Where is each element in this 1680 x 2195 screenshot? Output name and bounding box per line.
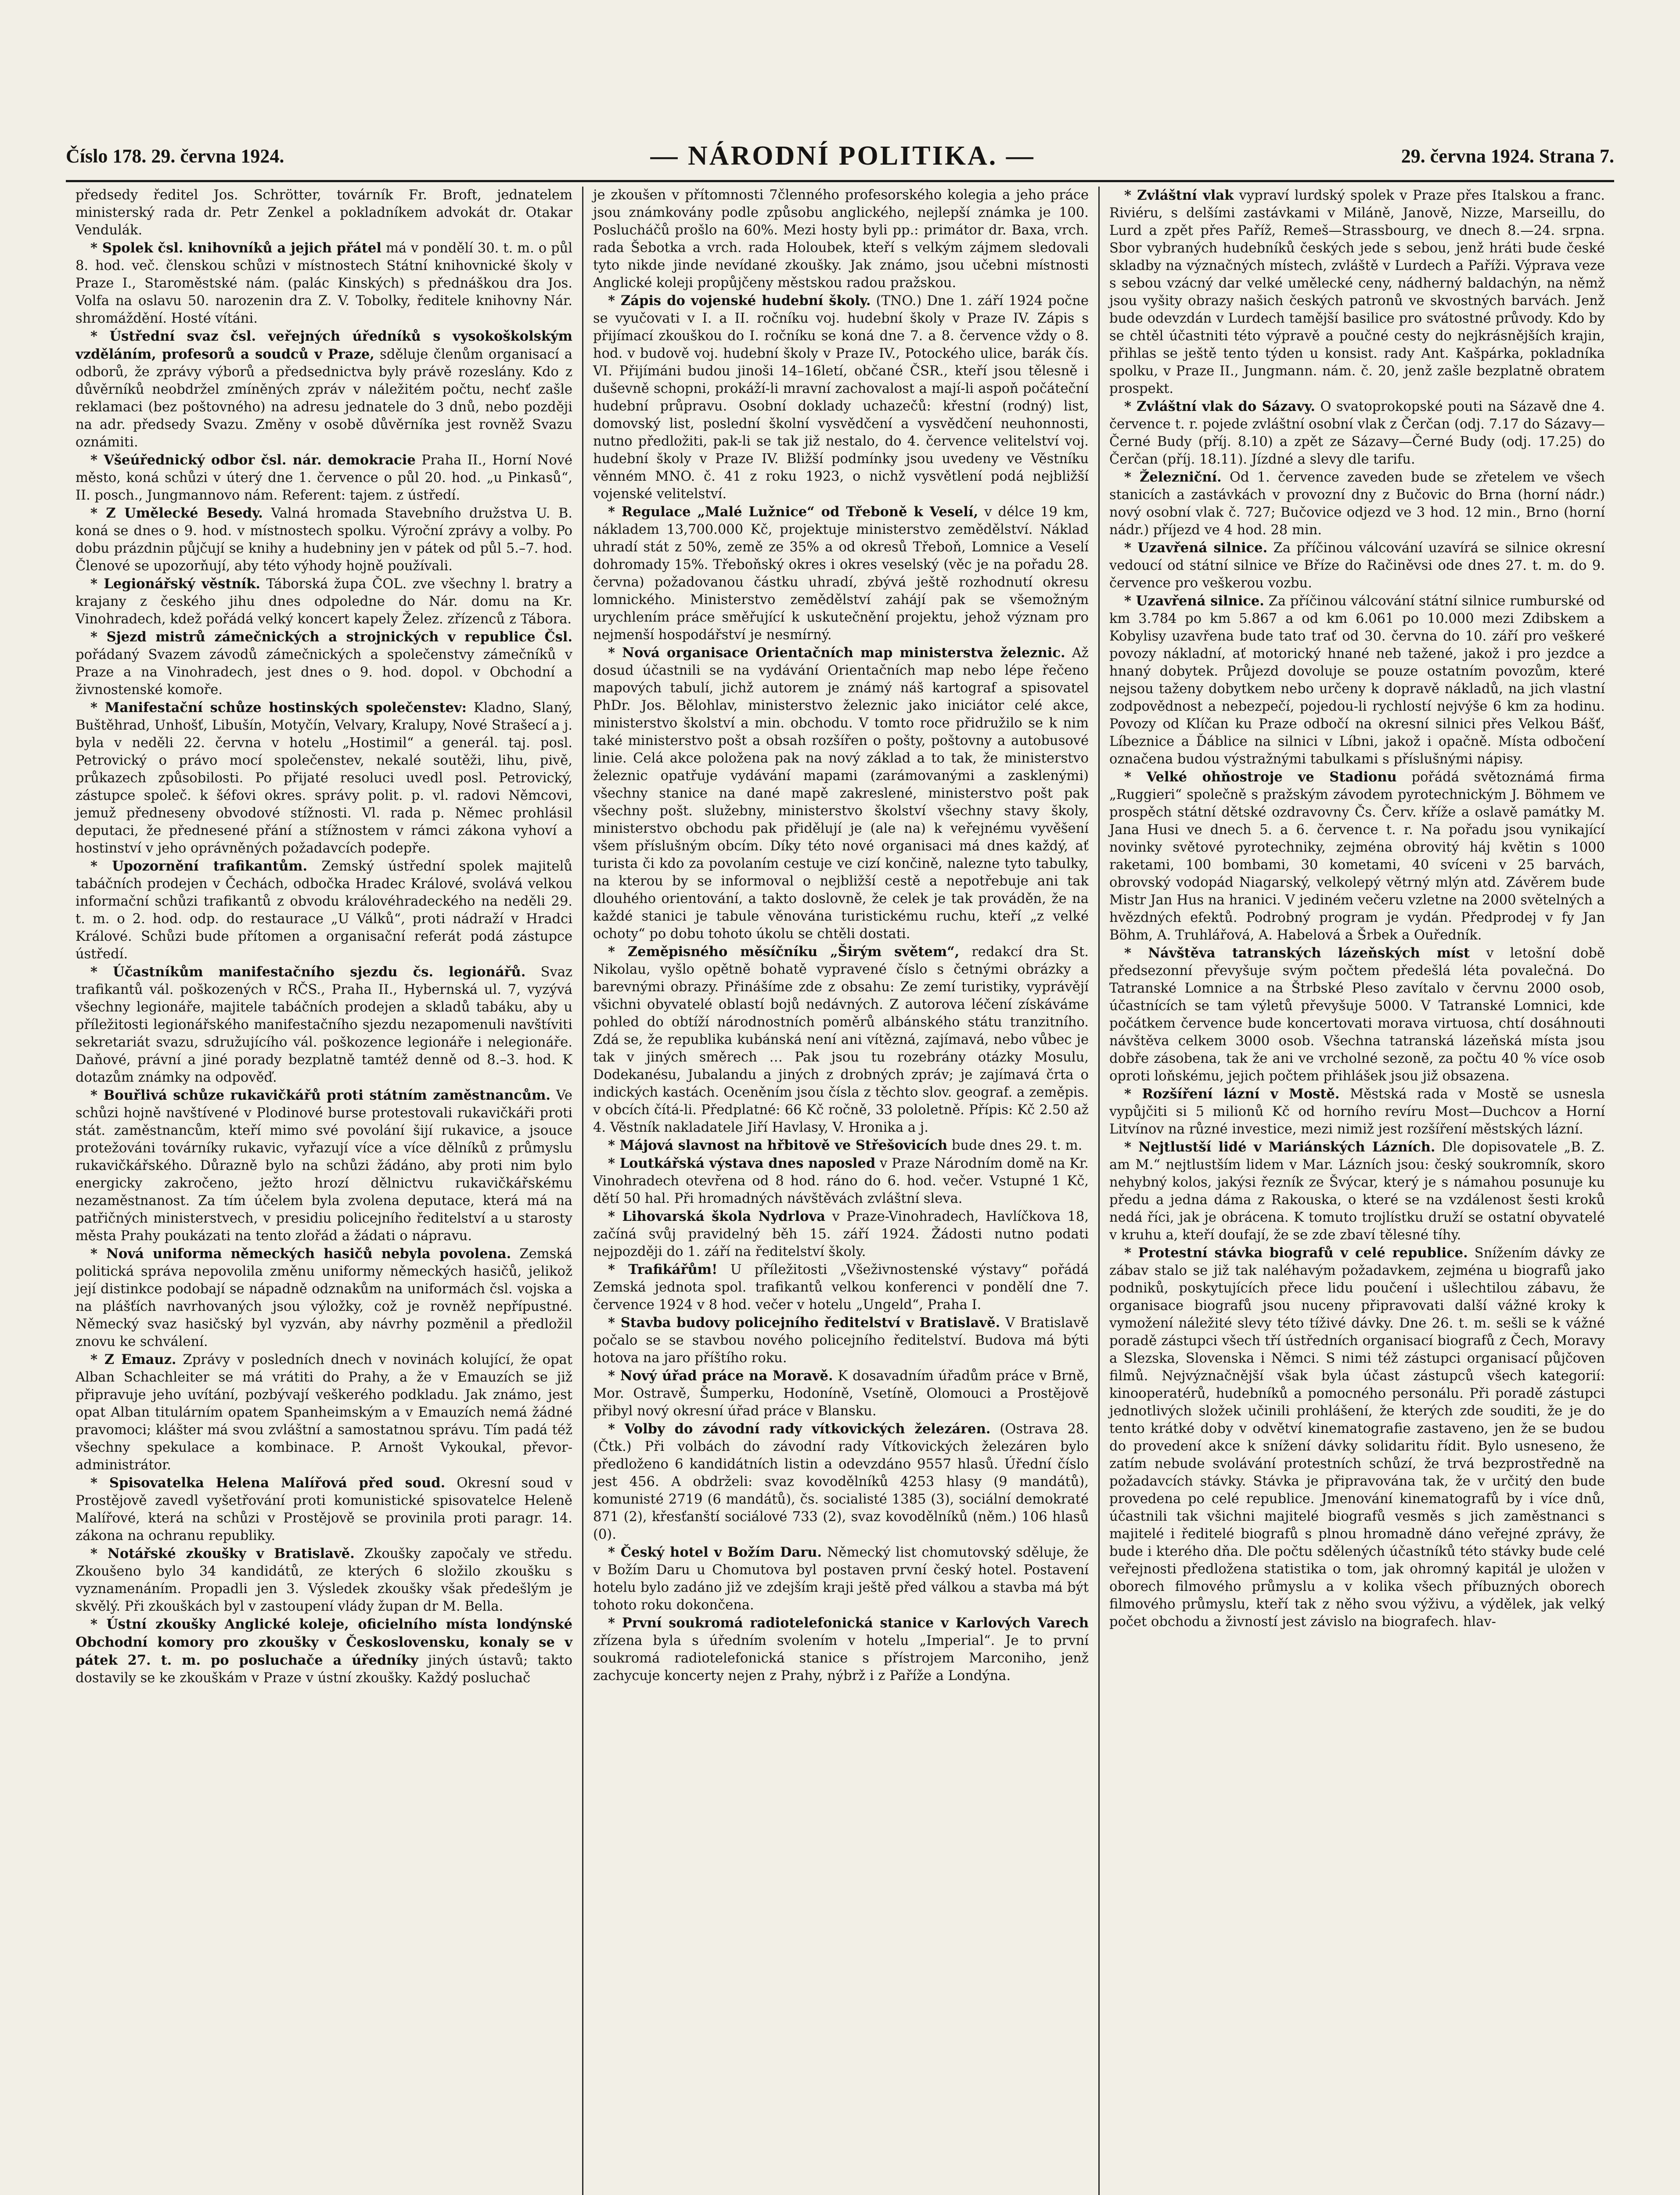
news-item-text: má v pondělí 30. t. m. o půl 8. hod. več. členskou schůzi v místnostech Státní knihovnické školy v Praze I., Staroměstské nám. (palác Kinských) s přednáškou dra Jos. Volfa na oslavu 50. narozenin dra Z. V. Tobolky, ředitele knihovny Nár. shromáždění. Hosté vítáni. [76, 241, 572, 326]
header-rule [66, 180, 1614, 182]
news-item [1109, 1138, 1605, 1244]
news-item [76, 327, 572, 451]
news-item [76, 1616, 572, 1687]
news-item-text: Praha II., Horní Nové město, koná schůzi v úterý dne 1. července o půl 20. hod. „u Pinkasů“, II. posch., Jungmannovo nám. Referent: tajem. z ústředí. [76, 453, 572, 503]
news-item-text: V Bratislavě počalo se se stavbou nového policejního ředitelství. Budova má býti hotova na jaro příštího roku. [593, 1315, 1089, 1366]
news-item-text: Za příčinou válcování státní silnice rumburské od km 3.784 po km 5.867 a od km 6.061 po 10.000 mezi Zdibskem a Kobylisy uzavřena bude tato trať od 30. června do 10. září pro veškeré povozy nákladní, ať motorický hnané neb tažené, jakož i pro jezdce a hnaný dobytek. Průjezd dovoluje se pouze ostatním povozům, které nejsou taženy dobytkem nebo určeny k dopravě nákladů, na jich vlastní zodpovědnost a nebezpečí, pojedou-li rychlostí nejvýše 6 km za hodinu. Povozy od Klíčan ku Praze odbočí na okresní silnici přes Velkou Bášť, Líbeznice a Ďáblice na silnici v Líbni, jakož i opačně. Místa odbočení označena budou výstražnými tabulkami s příslušnými nápisy. [1109, 594, 1605, 767]
news-item-text: Od 1. července zaveden bude se zřetelem ve všech stanicích a zastávkách v provozní dny z Bučovic do Brna (horní nádr.) nový osobní vlak č. 727; Bučovice odjezd ve 3 hod. 12 min., Brno (horní nádr.) příjezd ve 4 hod. 28 min. [1109, 470, 1605, 538]
news-item [76, 699, 572, 857]
news-item-heading: * Májová slavnost na hřbitově ve Střešovicích [608, 1137, 948, 1153]
news-item-heading: * Zápis do vojenské hudební školy. [608, 293, 871, 309]
news-item-text: (Ostrava 28. (Čtk.) Při volbách do závodní rady Vítkovických železáren bylo předloženo 6 kandidátních listin a odevzdáno 9557 hlasů. Úřední číslo jest 456. A obdrželi: svaz kovodělníků 4253 hlasy (9 mandátů), komunisté 2719 (6 mandátů), čs. socialisté 1385 (3), sociální demokraté 871 (2), křesťanští sociálové 733 (2), svaz kovodělníků (něm.) 106 hlasů (0). [593, 1421, 1089, 1542]
news-item [1109, 468, 1605, 539]
news-item [76, 575, 572, 628]
issue-number-date: Číslo 178. 29. června 1924. [66, 145, 284, 167]
news-item-text: bude dnes 29. t. m. [951, 1138, 1083, 1153]
news-item [76, 504, 572, 575]
news-item [1109, 1085, 1605, 1138]
news-item-text: v letošní době předsezonní převyšuje svým počtem předešlá léta povalečná. Do Tatranské Lomnice a na Štrbské Pleso zavítalo v červnu 2000 osob, účastnících se tam výletů převyšuje 5000. V Tatranské Lomnici, kde počátkem července bude koncertovati morava virtuosa, chtí dosáhnouti návštěva celkem 3000 osob. Všechna tatranská lázeňská místa jsou dobře zásobena, tak že ani ve vrcholné sezoně, za počtu 40 % více osob oproti loňskému, jejich počtem přihlášek jsou již obsazena. [1109, 946, 1605, 1084]
news-item [1109, 398, 1605, 468]
news-item-text: Zprávy v posledních dnech v novinách kolující, že opat Alban Schachleiter se má vrátiti do Prahy, a že v Emauzích se již připravuje jeho uvítání, pozbývají veškerého podkladu. Jak známo, jest opat Alban titulárním opatem Spanheimským a v Emauzích nemá žádné pravomoci; klášter má svou zvláštní a samostatnou správu. Tím padá též všechny spekulace a kombinace. P. Arnošt Vykoukal, převor-administrátor. [76, 1352, 572, 1473]
news-item-heading: * Lihovarská škola Nydrlova [608, 1209, 825, 1224]
column-2 [582, 187, 1098, 2195]
news-item-text: zřízena byla s úředním svolením v hotelu „Imperial“. Je to první soukromá radiotelefonická stanice s přístrojem Marconiho, jenž zachycuje koncerty nejen z Prahy, nýbrž i z Paříže a Londýna. [593, 1633, 1089, 1684]
news-item [593, 1544, 1089, 1614]
news-item-text: předsedy ředitel Jos. Schrötter, továrník Fr. Broft, jednatelem ministerský rada dr. Petr Zenkel a pokladníkem advokát dr. Otakar Vendulák. [76, 187, 572, 238]
news-item-text: Okresní soud v Prostějově zavedl vyšetřování proti komunistické spisovatelce Heleně Malířové, která na schůzi v Prostějově se provinila proti paragr. 14. zákona na ochranu republiky. [76, 1475, 572, 1544]
news-item-text: (TNO.) Dne 1. září 1924 počne se vyučovati v I. a II. ročníku voj. hudební školy v Praze IV. Zápis s přijímací zkouškou do I. ročníku se koná dne 7. a 8. července vždy o 8. hod. v budově voj. hudební školy v Praze IV., Potockého ulice, barák čís. VI. Přijímáni budou jinoši 14–16letí, občané ČSR., kteří jsou tělesně i duševně schopni, prokáží-li mravní zachovalost a mají-li aspoň počáteční hudební průpravu. Osobní doklady uchazečů: křestní (rodný) list, domovský list, poslední školní vysvědčení a vysvědčení neuhonnosti, nutno předložiti, pak-li se tak již nestalo, do 4. července velitelství voj. hudební školy v Praze IV. Bližší podmínky jsou uvedeny ve Věstníku věnném MNO. č. 41 z roku 1923, o nichž vysvětlení podá nejbližší vojenské velitelství. [593, 293, 1089, 502]
news-item-text: vypraví lurdský spolek v Praze přes Italskou a franc. Riviéru, s delšími zastávkami v Miláně, Janově, Nizze, Marseillu, do Lurd a zpět přes Paříž, Remeš—Strassbourg, ve dnech 8.—24. srpna. Sbor vybraných hudebníků českých jede s sebou, jenž hráti bude české skladby na význačných místech, zvláště v Lurdech a Paříži. Výprava veze s sebou vzácný dar velké umělecké ceny, nádherný baldachýn, na němž jsou vyšity obrazy našich českých patronů ve skvostných barvách. Jenž bude odevzdán v Lurdech tamější basilice pro svátostné průvody. Kdo by se chtěl účastniti této výpravě a poučné cesty do nejkrásnějších krajin, přihlas se ještě tento týden u konsist. rady Ant. Kašpárka, pokladníka spolku, v Praze II., Jungmann. nám. č. 20, jenž zašle bezplatně obratem prospekt. [1109, 188, 1605, 396]
news-item [593, 644, 1089, 943]
news-item [76, 187, 572, 239]
news-item-text: K dosavadním úřadům práce v Brně, Mor. Ostravě, Šumperku, Hodoníně, Vsetíně, Olomouci a Prostějově přibyl nový okresní úřad práce v Blansku. [593, 1368, 1089, 1419]
news-item [593, 1367, 1089, 1420]
news-item-heading: * Ústní zkoušky Anglické koleje, oficielního místa londýnské Obchodní komory pro zkoušky v Československu, konaly se v pátek 27. t. m. po posluchače a úředníky [76, 1616, 572, 1668]
news-item-heading: * Všeúřednický odbor čsl. nár. demokracie [90, 452, 416, 468]
news-item-text: v délce 19 km, nákladem 13,700.000 Kč, projektuje ministerstvo zemědělství. Náklad uhradí stát z 50%, země ze 35% a od okresů Třeboň, Lomnice a Veselí dohromady 15%. Třeboňský okres i okres veselský (věc je na pořadu 28. června) požadovanou částku uhradí, zbývá ještě rozhodnutí okresu lomnického. Ministerstvo zemědělství zahájí pak se všemožným urychlením práce směřující k uskutečnění projektu, jehož význam pro nejmenší hospodářství je nesmírný. [593, 504, 1089, 643]
news-item-text: Německý list chomutovský sděluje, že v Božím Daru u Chomutova byl postaven první český hotel. Postavení hotelu bylo zadáno již ve zdejším kraji ještě před válkou a stavba má být tohoto roku dokončena. [593, 1545, 1089, 1613]
newspaper-title: — NÁRODNÍ POLITIKA. — [650, 140, 1035, 171]
news-item-heading: * Návštěva tatranských lázeňských míst [1124, 945, 1470, 961]
news-item-heading: * Trafikářům! [608, 1262, 718, 1277]
news-item-text: Dle dopisovatele „B. Z. am M.“ nejtlustším lidem v Mar. Lázních jsou: český soukromník, skoro nehybný kolos, jakýsi řezník ze Švýcar, který je s námahou posunuje ku předu a jedna dáma z Rakouska, o které se na vzdálenost šesti kroků nedá říci, jak je obrácena. K tomuto trojlístku druží se ostatní obyvatelé v kruhu a, kteří doufají, že se zde zbaví tělesné tíhy. [1109, 1140, 1605, 1243]
news-item-text: v Praze Národním domě na Kr. Vinohradech otevřena od 8 hod. ráno do 6. hod. večer. Vstupné 1 Kč, dětí 50 hal. Při hromadných návštěvách zvláštní sleva. [593, 1156, 1089, 1206]
news-item [76, 1474, 572, 1545]
news-item-text: pořádaný Svazem závodů zámečnických a společenstvy zámečníků v Praze a na Vinohradech, jest dnes o 9. hod. dopol. v Obchodní a živnostenské komoře. [76, 647, 572, 698]
news-item-heading: * Sjezd mistrů zámečnických a strojnických v republice Čsl. [90, 629, 572, 645]
news-item [593, 1314, 1089, 1367]
news-item [1109, 944, 1605, 1085]
news-item-text: Snížením dávky ze zábav stalo se již tak naléhavým požadavkem, zejména u biografů jako podniků, poskytujících přece lidu poučení i ušlechtilou zábavu, že organisace biografů jsou nuceny připravovati další vážné kroky k vymožení náležité slevy této tíživé dávky. Dne 26. t. m. sešli se k vážné poradě zástupci všech tří ústředních organisací biografů z Čech, Moravy a Slezska, Slovenska i Němci. S nimi též zástupci organisací půjčoven filmů. Nejvýznačnější však byla účast zástupců všech kategorií: kinooperatérů, hudebníků a pomocného personálu. Při poradě zástupci jednotlivých složek učinili prohlášení, že kterých zde souditi, že je do tento krátké doby v odvětví kinematografie zastaveno, jen že se budou do provedení akce k snížení dávky solidaritu řídit. Bylo usneseno, že zatím nebude svolávání protestních schůzí, že trvá bezprostředně na požadavcích stávky. Stávka je připravována tak, že v určitý den bude provedena po celé republice. Jmenování kinematografů by i více dnů, účastnili tak všichni majitelé biografů vesměs s jich zaměstnanci s majitelé i ředitelé biografů s plnou hromadně dáno veřejné zprávy, že bude i kterého dňa. Dle počtu sdělených účastníků této stávky bude celé veřejnosti předložena statistika o tom, jak ohromný kapitál je uložen v oborech filmového průmyslu a v kolika všech příbuzných oborech filmového průmyslu, kteří tak z něho svou výživu, a výdělek, jak velký počet obchodu a živností jest závislo na biografech. hlav- [1109, 1245, 1605, 1630]
news-item-heading: * Uzavřená silnice. [1124, 593, 1264, 609]
news-item-text: Kladno, Slaný, Buštěhrad, Unhošť, Libušín, Motyčín, Velvary, Kralupy, Nové Strašecí a j. byla v neděli 22. června v hotelu „Hostimil“ a generál. taj. posl. Petrovický o právo mocí společenstev, nekalé soutěži, lihu, pivě, průkazech způsobilosti. Po přijaté resoluci uvedl posl. Petrovický, zástupce společ. k šéfovi okres. správy polit. p. vl. radovi Němcovi, jemuž předneseny obvodové stížnosti. Vl. rada p. Němec prohlásil deputaci, že přednesené přání a stížnostem v rámci zákona vyhoví a hostinství v jeho oprávněných požadavcích podepře. [76, 700, 572, 856]
news-item-heading: * Loutkářská výstava dnes naposled [608, 1155, 876, 1171]
news-item [1109, 187, 1605, 398]
news-item-text: Valná hromada Stavebního družstva U. B. koná se dnes o 9. hod. v místnostech spolku. Výroční zprávy a volby. Po dobu prázdnin půjčují se knihy a hudebniny jen v pátek od půl 5.–7. hod. Členové se upozorňují, aby této výhody hojně používali. [76, 506, 572, 574]
news-item [593, 1208, 1089, 1261]
news-item-heading: * Zeměpisného měsíčníku „Širým světem“, [608, 944, 960, 960]
news-item-heading: * Ústřední svaz čsl. veřejných úředníků s vysokoškolským vzděláním, profesorů a soudců v Praze, [76, 328, 572, 362]
news-item [76, 963, 572, 1087]
news-item-heading: * Regulace „Malé Lužnice“ od Třeboně k Veselí, [608, 504, 979, 520]
news-item-text: Až dosud účastnili se na vydávání Orientačních map nebo lépe řečeno mapových tabulí, jichž autorem je známý náš kartograf a spisovatel PhDr. Jos. Bělohlav, ministerstvo železnic jako iniciátor celé akce, ministerstvo školství a min. obchodu. V tomto roce přidružilo se k nim také ministerstvo pošt a obsah rozšířen o pošty, poštovny a autobusové linie. Celá akce položena pak na nový základ a to tak, že ministerstvo železnic opatřuje vydávání mapami (zarámovanými a zasklenými) všechny stanice na dané mapě zakreslené, ministerstvo pošt pak všechny pošt. služebny, ministerstvo školství všechny stavy školy, ministerstvo obchodu pak přidělují je (ale na) k veřejnému vyvěšení všem příslušným obcím. Díky této nové organisaci má dnes každý, ať turista či kdo za povolaním cestuje ve cizí končině, nalezne tyto tabulky, na kterou by se informoval o nejbližší cestě a nepotřebuje ani tak dlouhého orientování, a takto doslovně, že celek je tak prováděn, že na každé stanici je tabule věnována turistickému ruchu, kteří „z velké ochoty“ po dobu tohoto úkolu se chtěli dostati. [593, 645, 1089, 942]
news-item-heading: * Zvláštní vlak [1124, 187, 1234, 203]
news-item-heading: * Zvláštní vlak do Sázavy. [1124, 399, 1316, 414]
date-page-number: 29. června 1924. Strana 7. [1401, 145, 1614, 167]
news-item-text: jiných ústavů; takto dostavily se ke zkouškám v Praze v ústní zkoušky. Každý posluchač [76, 1653, 572, 1686]
news-item-heading: * První soukromá radiotelefonická stanice v Karlových Varech [608, 1615, 1089, 1631]
article-columns [66, 187, 1615, 2195]
news-item [593, 292, 1089, 503]
news-item-heading: * Uzavřená silnice. [1124, 540, 1268, 556]
news-item-heading: * Nový úřad práce na Moravě. [608, 1368, 833, 1384]
news-item-text: Zkoušky započaly ve středu. Zkoušeno bylo 34 kandidátů, ze kterých 6 složilo zkoušku s vyznamenáním. Propadli jen 3. Výsledek zkoušky však předešlým je skvělý. Při zkouškách byl v zastoupení vlády župan dr M. Bella. [76, 1546, 573, 1614]
news-item-text: Svaz trafikantů vál. poškozených v RČS., Praha II., Hybernská ul. 7, vyzývá všechny legionáře, majitele tabáčních prodejen a skladů tabáku, aby u příležitosti legionářského manifestačního sjezdu nezapomenuli navštíviti sekretariát svazu, sdružujícího vál. poškozence legionáře i nelegionáře. Daňové, právní a jiné porady bezplatně tamtéž denně od 8.–3. hod. K dotazům známky na odpověď. [76, 964, 572, 1085]
news-item-heading: * Železniční. [1124, 469, 1222, 485]
news-item [76, 451, 572, 504]
news-item-text: sděluje členům organisací a odborů, že zprávy výborů a předsednictva byly právě rozeslány. Kdo z důvěrníků neobdržel zmíněných zpráv v náležitém počtu, nechť zašle reklamaci (bez poštovného) na adresu jednatele do 3 dnů, nebo později na adr. předsedy Svazu. Změny v osobě důvěrníka jest rovněž Svazu oznámiti. [76, 347, 572, 450]
news-item-heading: * Účastníkům manifestačního sjezdu čs. legionářů. [90, 964, 526, 980]
news-item [1109, 1244, 1605, 1631]
news-item-heading: * Z Emauz. [90, 1352, 176, 1367]
column-1 [66, 187, 582, 2195]
news-item-heading: * Nejtlustší lidé v Mariánských Lázních. [1124, 1139, 1435, 1155]
news-item-heading: * Nová organisace Orientačních map ministerstva železnic. [608, 645, 1065, 661]
news-item-text: Zemský ústřední spolek majitelů tabáčních prodejen v Čechách, odbočka Hradec Králové, svolává velkou informační schůzi trafikantů z obvodu královéhradeckého na neděli 29. t. m. o 2. hod. odp. do restaurace „U Válků“, proti nádraží v Hradci Králové. Schůzi bude přítomen a organisační referát podá zástupce ústředí. [76, 859, 572, 962]
news-item-heading: * Nová uniforma německých hasičů nebyla povolena. [90, 1246, 511, 1262]
news-item-text: Táborská župa ČOL. zve všechny l. bratry a krajany z českého jihu dnes odpoledne do Nár. domu na Kr. Vinohradech, kdež pořádá velký koncert kapely Želez. zřízenců z Tábora. [76, 576, 572, 627]
news-item [76, 857, 572, 963]
news-item-heading: * Manifestační schůze hostinských společenstev: [90, 700, 467, 716]
news-item [76, 1245, 572, 1351]
news-item-text: Ve schůzi hojně navštívené v Plodinové burse protestovali rukavičkáři proti stát. zaměstnancům, kteří mimo své povolání šijí rukavice, a jsouce protežováni továrníky rukavic, vyřazují více a více dělníků z průmyslu rukavičkářského. Důrazně bylo na schůzi žádáno, aby proti nim bylo energicky zakročeno, ježto hrozí dělnictvu rukavičkářskému nezaměstnanost. Za tím účelem byla zvolena deputace, která má na patřičných ministerstvech, v presidiu policejního ředitelství a u starosty města Prahy poukázati na tento zlořád a žádati o nápravu. [76, 1088, 572, 1244]
news-item [593, 1261, 1089, 1314]
news-item [593, 1155, 1089, 1208]
news-item-text: v Praze-Vinohradech, Havlíčkova 18, začíná svůj pravidelný běh 15. září 1924. Žádosti nutno podati nejpozději do 1. září na ředitelství školy. [593, 1209, 1089, 1259]
news-item-heading: * Protestní stávka biografů v celé republice. [1124, 1245, 1468, 1261]
news-item-heading: * Velké ohňostroje ve Stadionu [1124, 769, 1397, 785]
news-item [593, 1614, 1089, 1685]
news-item [593, 1420, 1089, 1544]
news-item [593, 503, 1089, 644]
news-item [593, 1137, 1089, 1155]
news-item-heading: * Z Umělecké Besedy. [90, 505, 263, 521]
news-item-heading: * Notářské zkoušky v Bratislavě. [90, 1546, 355, 1562]
news-item [76, 239, 572, 327]
news-item [76, 1087, 572, 1245]
column-3 [1098, 187, 1615, 2195]
news-item-text: U příležitosti „Všeživnostenské výstavy“ pořádá Zemská jednota spol. trafikantů velkou konferenci v pondělí dne 7. července 1924 v 8 hod. večer v hotelu „Ungeld“, Praha I. [593, 1262, 1089, 1313]
news-item [76, 1545, 572, 1616]
news-item-heading: * Rozšíření lázní v Mostě. [1124, 1086, 1340, 1102]
news-item-heading: * Upozornění trafikantům. [90, 858, 308, 874]
news-item [1109, 592, 1605, 768]
news-item-heading: * Spisovatelka Helena Malířová před soud. [90, 1475, 446, 1491]
news-item-text: pořádá světoznámá firma „Ruggieri“ společně s pražským závodem pyrotechnickým J. Böhmem ve prospěch státní dětské ozdravovny Čs. Červ. kříže a oslavě památky M. Jana Husi ve dnech 5. a 6. července t. r. Na pořadu jsou vynikající novinky světové pyrotechniky, zejména obrovitý háj květin s 1000 raketami, 100 bombami, 30 kometami, 40 svíceni v 25 barvách, obrovský vodopád Niagarský, velkolepý větrný mlýn atd. Závěrem bude Mistr Jan Hus na hranici. V jediném večeru vzletne na 2000 světelných a hvězdných efektů. Podrobný program je vydán. Předprodej v fy Jan Böhm, A. Truhlářová, A. Habelová a Šrbek a Ouředník. [1109, 770, 1605, 943]
news-item-text: redakcí dra St. Nikolau, vyšlo opětně bohatě vypravené číslo s četnými obrázky a barevnými obrazy. Přinášíme zde z obsahu: Ze zemí turistiky, vyprávějí všichni obyvatelé oblastí bojů nedávných. Z autorova léčení získáváme pohled do obtíží národnostních poměrů albánského státu tranzitního. Zdá se, že republika kubánská není ani vítězná, zajímavá, nebo vůbec je tak v jiných směrech … Pak jsou tu rozebrány otázky Mosulu, Dodekanésu, Jubalandu a jiných z drobných zpráv; je zajímavá črta o indických kastách. Oceněním jsou čísla z těchto slov. geograf. a zeměpis. v obcích čítá-li. Předplatné: 66 Kč ročně, 33 pololetně. Přípis: Kč 2.50 až 4. Věstník nakladatele Jiří Havlasy, V. Hronika a j. [593, 944, 1089, 1135]
news-item-text: Městská rada v Mostě se usnesla vypůjčiti si 5 milionů Kč od horního revíru Most—Duchcov a Horní Litvínov na různé investice, mezi nimiž jest rozšíření městských lázní. [1109, 1087, 1605, 1137]
news-item [593, 187, 1089, 292]
news-item [1109, 539, 1605, 592]
news-item-heading: * Český hotel v Božím Daru. [608, 1544, 822, 1560]
news-item [76, 1351, 572, 1474]
news-item-heading: * Bouřlivá schůze rukavičkářů proti státním zaměstnancům. [90, 1087, 550, 1103]
news-item [1109, 768, 1605, 944]
news-item-text: je zkoušen v přítomnosti 7členného profesorského kolegia a jeho práce jsou známkovány podle způsobu anglického, nejlepší známka je 100. Poslucháčů prošlo na 60%. Mezi hosty byli pp.: primátor dr. Baxa, vrch. rada Šebotka a vrch. rada Holoubek, kteří s velkým zájmem sledovali tyto nikde jinde nevídané zkoušky. Jak známo, jsou učebni místnosti Anglické koleji propůjčeny městskou radou pražskou. [593, 187, 1089, 291]
news-item-text: Zemská politická správa nepovolila změnu uniformy německých hasičů, jelikož její distinkce podobají se nápadně odznakům na uniformách čsl. vojska a na plášťích navrhovaných jsou výložky, což je rovněž nepřípustné. Německý svaz hasičský byl vyzván, aby návrhy pozměnil a předložil znovu ke schválení. [76, 1246, 572, 1349]
news-item-heading: * Stavba budovy policejního ředitelství v Bratislavě. [608, 1315, 1000, 1331]
news-item-heading: * Spolek čsl. knihovníků a jejich přátel [90, 240, 382, 256]
news-item-heading: * Legionářský věstník. [90, 576, 260, 592]
page-header [66, 132, 1614, 180]
news-item [76, 628, 572, 699]
news-item-heading: * Volby do závodní rady vítkovických železáren. [608, 1421, 991, 1437]
news-item-text: Za příčinou válcování uzavírá se silnice okresní vedoucí od státní silnice ve Bříze do Račiněvsi ode dnes 27. t. m. do 9. července pro veškerou vozbu. [1109, 540, 1605, 591]
news-item-text: O svatoprokopské pouti na Sázavě dne 4. července t. r. pojede zvláštní osobní vlak z Čerčan (odj. 7.17 do Sázavy—Černé Budy (příj. 8.10) a zpět ze Sázavy—Černé Budy (odj. 17.25) do Čerčan (příj. 18.11). Jízdné a slevy dle tarifu. [1109, 399, 1605, 467]
news-item [593, 943, 1089, 1137]
